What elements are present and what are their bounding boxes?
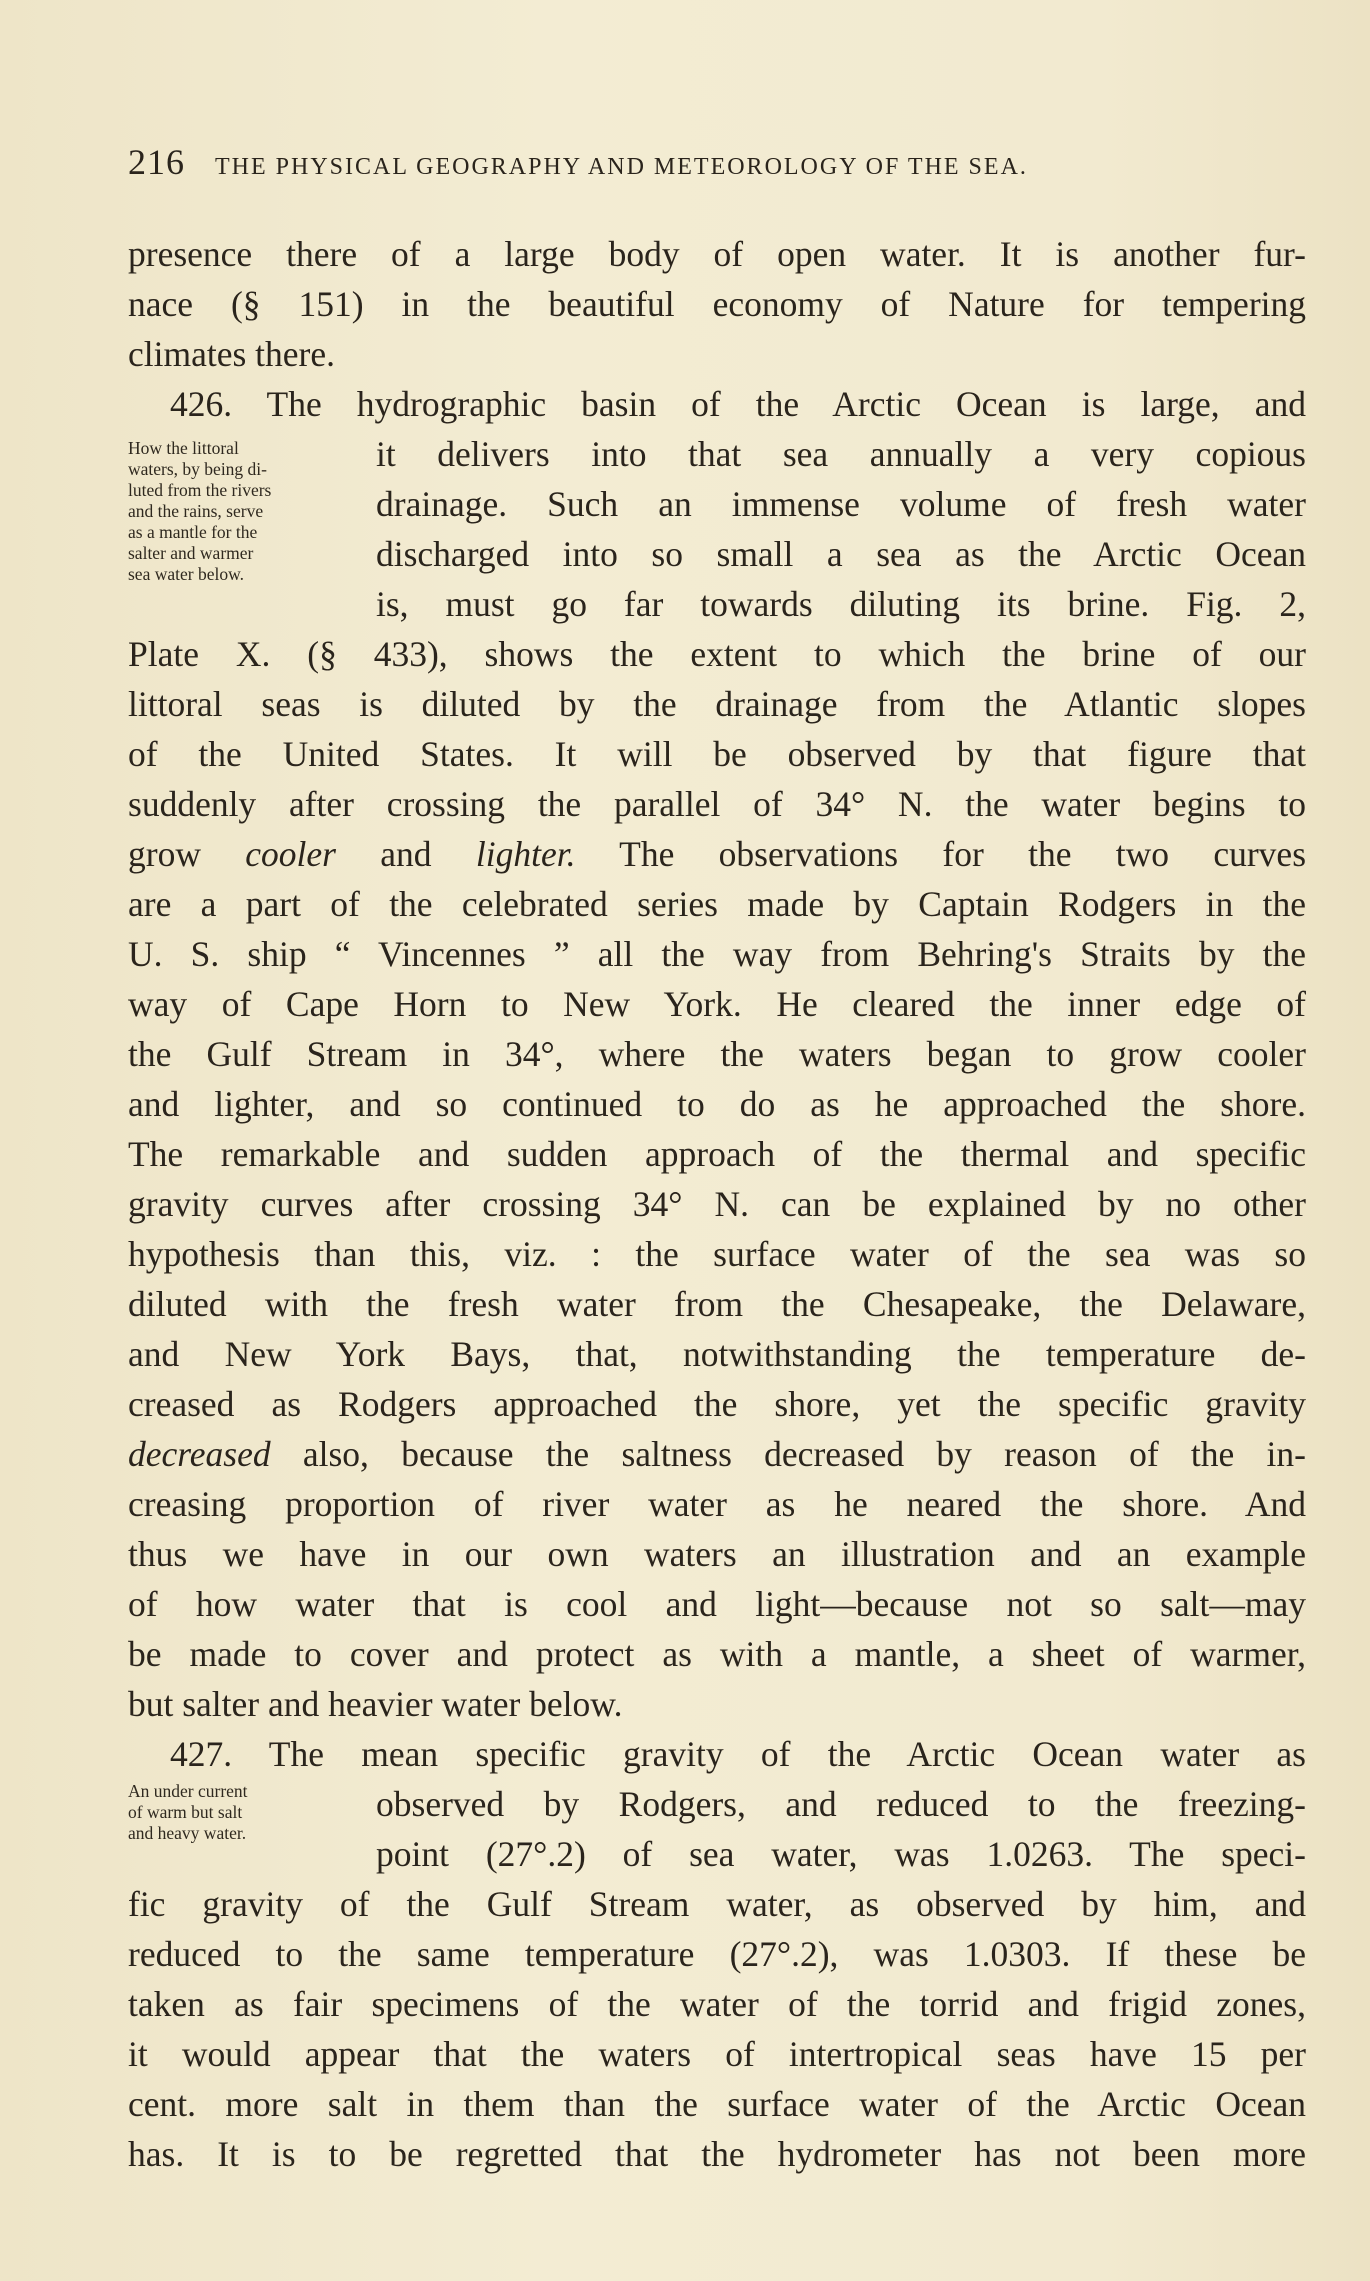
italic-word: cooler (245, 834, 336, 874)
text-line: cent. more salt in them than the surface water of the Arctic Ocean (128, 2084, 1306, 2124)
text-line: hypothesis than this, viz. : the surface water of the sea was so (128, 1234, 1306, 1274)
text-line: creasing proportion of river water as he neared the shore. And (128, 1484, 1306, 1524)
text-line: nace (§ 151) in the beautiful economy of Nature for tempering (128, 284, 1306, 324)
margin-note-line: and heavy water. (128, 1823, 247, 1843)
text-line: way of Cape Horn to New York. He cleared the inner edge of (128, 984, 1306, 1024)
italic-word: lighter. (475, 834, 576, 874)
text-line: are a part of the celebrated series made by Captain Rodgers in the (128, 884, 1306, 924)
running-title: THE PHYSICAL GEOGRAPHY AND METEOROLOGY OF THE SEA. (215, 154, 1028, 180)
text-line: it delivers into that sea annually a very copious (376, 434, 1306, 474)
text-line: climates there. (128, 334, 335, 374)
text-line: it would appear that the waters of intertropical seas have 15 per (128, 2034, 1306, 2074)
text-line: littoral seas is diluted by the drainage from the Atlantic slopes (128, 684, 1306, 724)
text-line: of how water that is cool and light—because not so salt—may (128, 1584, 1306, 1624)
text-run: The observations for the two curves (575, 834, 1307, 874)
margin-note-line: of warm but salt (128, 1802, 243, 1822)
text-line: and New York Bays, that, notwithstanding the temperature de- (128, 1334, 1306, 1374)
text-line: gravity curves after crossing 34° N. can be explained by no other (128, 1184, 1306, 1224)
page-number: 216 (128, 142, 185, 182)
text-line: taken as fair specimens of the water of the torrid and frigid zones, (128, 1984, 1306, 2024)
text-line: The remarkable and sudden approach of the thermal and specific (128, 1134, 1306, 1174)
text-line: Plate X. (§ 433), shows the extent to which the brine of our (128, 634, 1306, 674)
margin-note-line: as a mantle for the (128, 522, 258, 542)
text-line: reduced to the same temperature (27°.2), was 1.0303. If these be (128, 1934, 1306, 1974)
margin-note-line: An under current (128, 1781, 248, 1801)
page-header (128, 141, 1308, 189)
continuation-paragraph (128, 229, 1306, 379)
margin-note-under-current (128, 1781, 363, 1844)
text-line: drainage. Such an immense volume of fresh water (376, 484, 1306, 524)
paragraph-lead-line: 426. The hydrographic basin of the Arctic Ocean is large, and (170, 384, 1306, 424)
text-run: and (335, 834, 476, 874)
text-line (128, 1429, 1306, 1479)
margin-note-line: salter and warmer (128, 543, 254, 563)
text-line: is, must go far towards diluting its brine. Fig. 2, (376, 584, 1306, 624)
text-line: the Gulf Stream in 34°, where the waters began to grow cooler (128, 1034, 1306, 1074)
text-line: observed by Rodgers, and reduced to the freezing- (376, 1784, 1306, 1824)
text-line: of the United States. It will be observed by that figure that (128, 734, 1306, 774)
margin-note-line: waters, by being di- (128, 459, 267, 479)
text-run: grow (128, 834, 246, 874)
text-line (128, 829, 1306, 879)
text-line: thus we have in our own waters an illustration and an example (128, 1534, 1306, 1574)
text-line: diluted with the fresh water from the Chesapeake, the Delaware, (128, 1284, 1306, 1324)
text-line: fic gravity of the Gulf Stream water, as observed by him, and (128, 1884, 1306, 1924)
text-line: presence there of a large body of open water. It is another fur- (128, 234, 1306, 274)
margin-note-littoral-waters (128, 438, 363, 585)
margin-note-line: and the rains, serve (128, 501, 264, 521)
text-line: has. It is to be regretted that the hydrometer has not been more (128, 2134, 1306, 2174)
paragraph-lead-line: 427. The mean specific gravity of the Arctic Ocean water as (170, 1734, 1306, 1774)
margin-note-line: How the littoral (128, 438, 239, 458)
text-line: be made to cover and protect as with a mantle, a sheet of warmer, (128, 1634, 1306, 1674)
text-line: discharged into so small a sea as the Arctic Ocean (376, 534, 1306, 574)
text-run: also, because the saltness decreased by reason of the in- (270, 1434, 1306, 1474)
text-line: creased as Rodgers approached the shore, yet the specific gravity (128, 1384, 1306, 1424)
text-line: and lighter, and so continued to do as he approached the shore. (128, 1084, 1306, 1124)
italic-word: decreased (128, 1434, 271, 1474)
margin-note-line: luted from the rivers (128, 480, 272, 500)
text-line: U. S. ship “ Vincennes ” all the way from Behring's Straits by the (128, 934, 1306, 974)
margin-note-line: sea water below. (128, 564, 244, 584)
text-line: suddenly after crossing the parallel of 34° N. the water begins to (128, 784, 1306, 824)
text-line: but salter and heavier water below. (128, 1684, 623, 1724)
text-line: point (27°.2) of sea water, was 1.0263. The speci- (376, 1834, 1306, 1874)
